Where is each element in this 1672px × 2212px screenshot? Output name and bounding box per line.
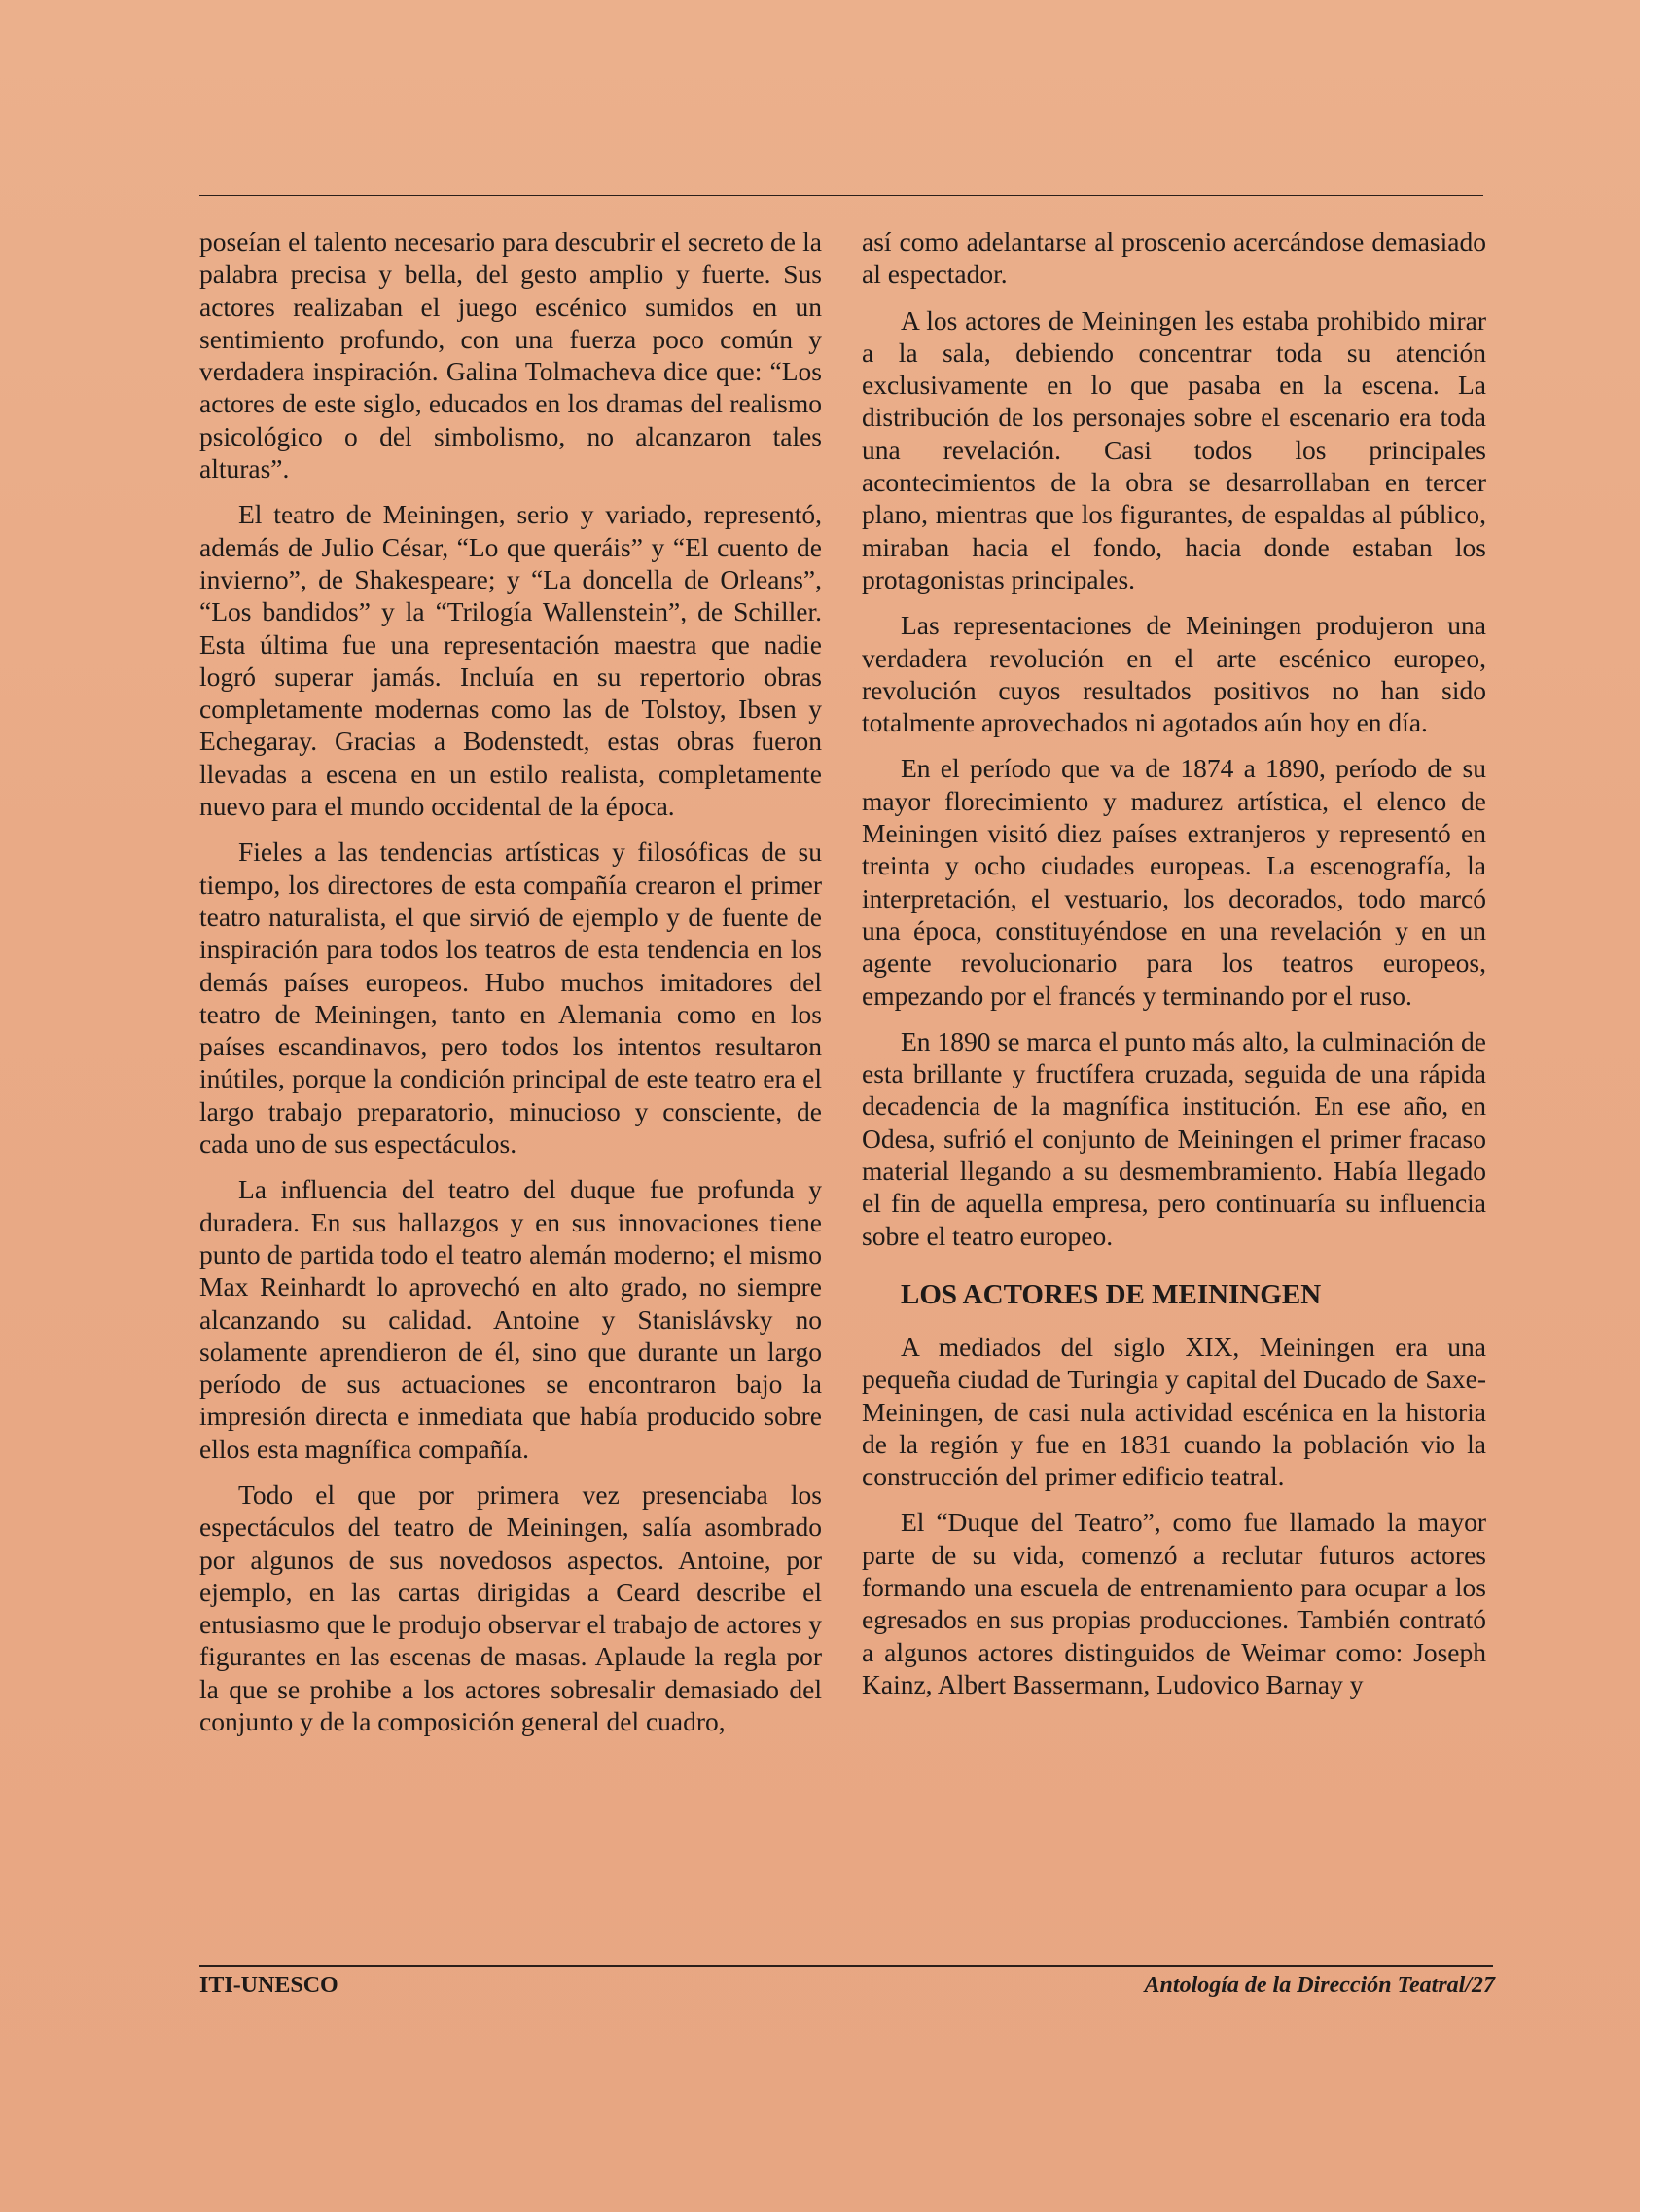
paragraph: El teatro de Meiningen, serio y variado, representó, además de Julio César, “Lo que queráis” y “El cuento de invierno”, de Shakespeare; y “La doncella de Orleans”, “Los bandidos” y la “Trilogía Wallenstein”, de Schiller. Esta última fue una representación maestra que nadie logró superar jamás. Incluía en su repertorio obras completamente modernas como las de Tolstoy, Ibsen y Echegaray. Gracias a Bodenstedt, estas obras fueron llevadas a escena en un estilo realista, completamente nuevo para el mundo occidental de la época.: [199, 499, 822, 822]
paragraph: Las representaciones de Meiningen produjeron una verdadera revolución en el arte escénico europeo, revolución cuyos resultados positivos no han sido totalmente aprovechados ni agotados aún hoy en día.: [862, 610, 1486, 738]
bottom-rule: [199, 1965, 1493, 1967]
paragraph: A los actores de Meiningen les estaba prohibido mirar a la sala, debiendo concentrar toda su atención exclusivamente en lo que pasaba en la escena. La distribución de los personajes sobre el escenario era toda una revelación. Casi todos los principales acontecimientos de la obra se desarrollaban en tercer plano, mientras que los figurantes, de espaldas al público, miraban hacia el fondo, hacia donde estaban los protagonistas principales.: [862, 304, 1486, 594]
section-heading: LOS ACTORES DE MEININGEN: [901, 1278, 1322, 1310]
top-rule: [199, 195, 1483, 196]
paragraph: En el período que va de 1874 a 1890, período de su mayor florecimiento y madurez artística, el elenco de Meiningen visitó diez países extranjeros y representó en treinta y ocho ciudades europeas. La escenografía, la interpretación, el vestuario, los decorados, todo marcó una época, constituyéndose en una revelación y en un agente revolucionario para los teatros europeos, empezando por el francés y terminando por el ruso.: [862, 753, 1486, 1011]
paragraph: Todo el que por primera vez presenciaba los espectáculos del teatro de Meiningen, salía asombrado por algunos de sus novedosos aspectos. Antoine, por ejemplo, en las cartas dirigidas a Ceard describe el entusiasmo que le produjo observar el trabajo de actores y figurantes en las escenas de masas. Aplaude la regla por la que se prohibe a los actores sobresalir demasiado del conjunto y de la composición general del cuadro,: [199, 1479, 822, 1737]
paragraph: El “Duque del Teatro”, como fue llamado la mayor parte de su vida, comenzó a reclutar futuros actores formando una escuela de entrenamiento para ocupar a los egresados en sus propias producciones. También contrató a algunos actores distinguidos de Weimar como: Joseph Kainz, Albert Bassermann, Ludovico Barnay y: [862, 1507, 1486, 1699]
paragraph: La influencia del teatro del duque fue profunda y duradera. En sus hallazgos y en sus innovaciones tiene punto de partida todo el teatro alemán moderno; el mismo Max Reinhardt lo aprovechó en alto grado, no siempre alcanzando su calidad. Antoine y Stanislávsky no solamente aprendieron de él, sino que durante un largo período de sus actuaciones se encontraron bajo la impresión directa e inmediata que había producido sobre ellos esta magnífica compañía.: [199, 1174, 822, 1464]
footer-page-title: Antología de la Dirección Teatral/27: [1144, 1973, 1495, 1998]
paragraph: En 1890 se marca el punto más alto, la culminación de esta brillante y fructífera cruzada, seguida de una rápida decadencia de la magnífica institución. En ese año, en Odesa, sufrió el conjunto de Meiningen el primer fracaso material llegando a su desmembramiento. Había llegado el fin de aquella empresa, pero continuaría su influencia sobre el teatro europeo.: [862, 1025, 1486, 1251]
paragraph: Fieles a las tendencias artísticas y filosóficas de su tiempo, los directores de esta compañía crearon el primer teatro naturalista, el que sirvió de ejemplo y de fuente de inspiración para todos los teatros de esta tendencia en los demás países europeos. Hubo muchos imitadores del teatro de Meiningen, tanto en Alemania como en los países escandinavos, pero todos los intentos resultaron inútiles, porque la condición principal de este teatro era el largo trabajo preparatorio, minucioso y consciente, de cada uno de sus espectáculos.: [199, 837, 822, 1160]
right-column: [862, 226, 1486, 1714]
paragraph: así como adelantarse al proscenio acercándose demasiado al espectador.: [862, 227, 1486, 290]
paragraph: A mediados del siglo XIX, Meiningen era una pequeña ciudad de Turingia y capital del Ducado de Saxe-Meiningen, de casi nula actividad escénica en la historia de la región y fue en 1831 cuando la población vio la construcción del primer edificio teatral.: [862, 1331, 1486, 1492]
paragraph: poseían el talento necesario para descubrir el secreto de la palabra precisa y bella, del gesto amplio y fuerte. Sus actores realizaban el juego escénico sumidos en un sentimiento profundo, con una fuerza poco común y verdadera inspiración. Galina Tolmacheva dice que: “Los actores de este siglo, educados en los dramas del realismo psicológico o del simbolismo, no alcanzaron tales alturas”.: [199, 227, 822, 484]
footer-publisher: ITI-UNESCO: [199, 1973, 338, 1998]
scan-margin: [1640, 0, 1672, 2212]
left-column: [199, 226, 822, 1751]
